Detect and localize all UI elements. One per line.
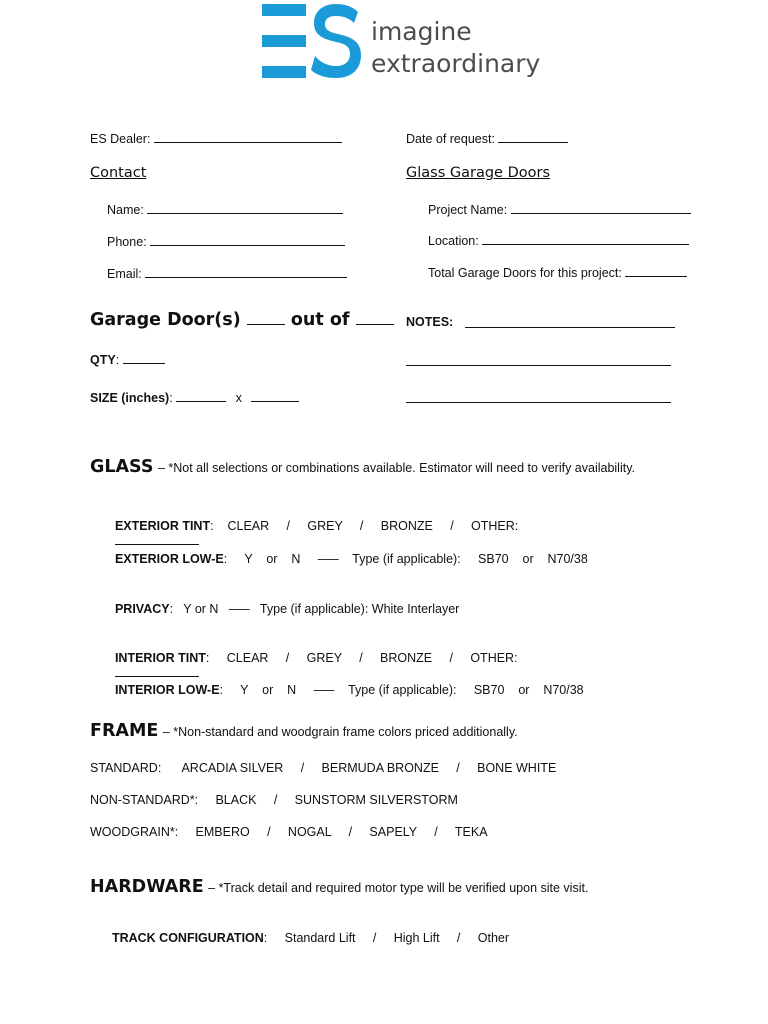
notes-label: NOTES:	[406, 315, 454, 329]
interior-tint-label: INTERIOR TINT	[114, 651, 206, 665]
date-label: Date of request:	[406, 132, 495, 146]
garage-doors-title	[90, 310, 394, 330]
glass-note: – *Not all selections or combinations available. Estimator will need to verify availability.	[157, 461, 636, 475]
frame-woodgrain-row[interactable]: WOODGRAIN*: EMBERO / NOGAL / SAPELY / TEKA	[90, 825, 488, 839]
notes-line-3[interactable]	[406, 402, 671, 403]
date-blank[interactable]	[498, 131, 568, 143]
size-label: SIZE (inches)	[90, 391, 170, 405]
door-total-blank[interactable]	[356, 310, 394, 325]
exterior-lowe-options[interactable]: : Y or N ––– Type (if applicable): SB70 or N70/38	[223, 552, 588, 566]
size-field[interactable]	[90, 390, 299, 405]
total-doors-label: Total Garage Doors for this project:	[428, 266, 622, 280]
frame-note: – *Non-standard and woodgrain frame colors priced additionally.	[162, 725, 518, 739]
exterior-tint-options[interactable]: : CLEAR / GREY / BRONZE / OTHER:	[210, 519, 519, 533]
contact-phone-field[interactable]	[107, 234, 345, 249]
interior-lowe-row	[108, 669, 584, 697]
brand-logo	[262, 0, 542, 84]
es-logo-icon	[262, 4, 362, 84]
hardware-section-header	[90, 877, 588, 897]
glass-section-header	[90, 457, 635, 477]
location-blank[interactable]	[482, 233, 689, 245]
location-label: Location:	[428, 234, 479, 248]
frame-nonstandard-row[interactable]: NON-STANDARD*: BLACK / SUNSTORM SILVERSTORM	[90, 793, 458, 807]
date-field[interactable]	[406, 131, 568, 146]
location-field[interactable]	[428, 233, 689, 248]
qty-colon: :	[115, 353, 120, 367]
track-configuration-row	[105, 917, 509, 945]
contact-email-field[interactable]	[107, 266, 347, 281]
contact-phone-blank[interactable]	[150, 234, 345, 246]
contact-email-label: Email:	[107, 267, 142, 281]
track-configuration-options[interactable]: : Standard Lift / High Lift / Other	[263, 931, 510, 945]
garage-doors-title-part1: Garage Door(s)	[90, 310, 241, 330]
contact-heading: Contact	[90, 165, 147, 181]
contact-name-label: Name:	[107, 203, 144, 217]
exterior-tint-label: EXTERIOR TINT	[114, 519, 211, 533]
track-configuration-label: TRACK CONFIGURATION	[111, 931, 264, 945]
door-number-blank[interactable]	[247, 310, 285, 325]
contact-name-blank[interactable]	[147, 202, 343, 214]
frame-standard-row[interactable]: STANDARD: ARCADIA SILVER / BERMUDA BRONZE / BONE WHITE	[90, 761, 557, 775]
interior-tint-options[interactable]: : CLEAR / GREY / BRONZE / OTHER:	[205, 651, 518, 665]
contact-phone-label: Phone:	[107, 235, 147, 249]
brand-tagline-1: imagine	[371, 17, 472, 46]
brand-tagline-2: extraordinary	[371, 49, 541, 78]
project-heading: Glass Garage Doors	[406, 165, 550, 181]
frame-heading: FRAME	[90, 721, 159, 741]
garage-doors-title-part2: out of	[290, 310, 350, 330]
notes-line-2[interactable]	[406, 365, 671, 366]
exterior-lowe-label: EXTERIOR LOW-E	[114, 552, 224, 566]
size-colon: :	[169, 391, 173, 405]
dealer-blank[interactable]	[154, 131, 342, 143]
project-name-blank[interactable]	[511, 202, 691, 214]
size-height-blank[interactable]	[251, 390, 299, 402]
privacy-row	[108, 588, 459, 616]
privacy-label: PRIVACY	[114, 602, 170, 616]
size-width-blank[interactable]	[176, 390, 226, 402]
qty-blank[interactable]	[123, 352, 165, 364]
notes-line-1[interactable]	[465, 327, 675, 328]
dealer-field[interactable]	[90, 131, 342, 146]
hardware-note: – *Track detail and required motor type will be verified upon site visit.	[208, 881, 589, 895]
dealer-label: ES Dealer:	[90, 132, 151, 146]
contact-name-field[interactable]	[107, 202, 343, 217]
qty-field[interactable]	[90, 352, 165, 367]
size-x: x	[235, 391, 242, 405]
total-doors-field[interactable]	[428, 265, 687, 280]
total-doors-blank[interactable]	[625, 265, 687, 277]
project-name-field[interactable]	[428, 202, 691, 217]
project-name-label: Project Name:	[428, 203, 508, 217]
interior-lowe-label: INTERIOR LOW-E	[114, 683, 220, 697]
privacy-options[interactable]: : Y or N ––– Type (if applicable): White Interlayer	[169, 602, 460, 616]
contact-email-blank[interactable]	[145, 266, 347, 278]
frame-section-header	[90, 721, 518, 741]
glass-heading: GLASS	[90, 457, 154, 477]
interior-lowe-options[interactable]: : Y or N ––– Type (if applicable): SB70 or N70/38	[219, 683, 584, 697]
exterior-lowe-row	[108, 538, 588, 566]
qty-label: QTY	[90, 353, 116, 367]
hardware-heading: HARDWARE	[90, 877, 204, 897]
